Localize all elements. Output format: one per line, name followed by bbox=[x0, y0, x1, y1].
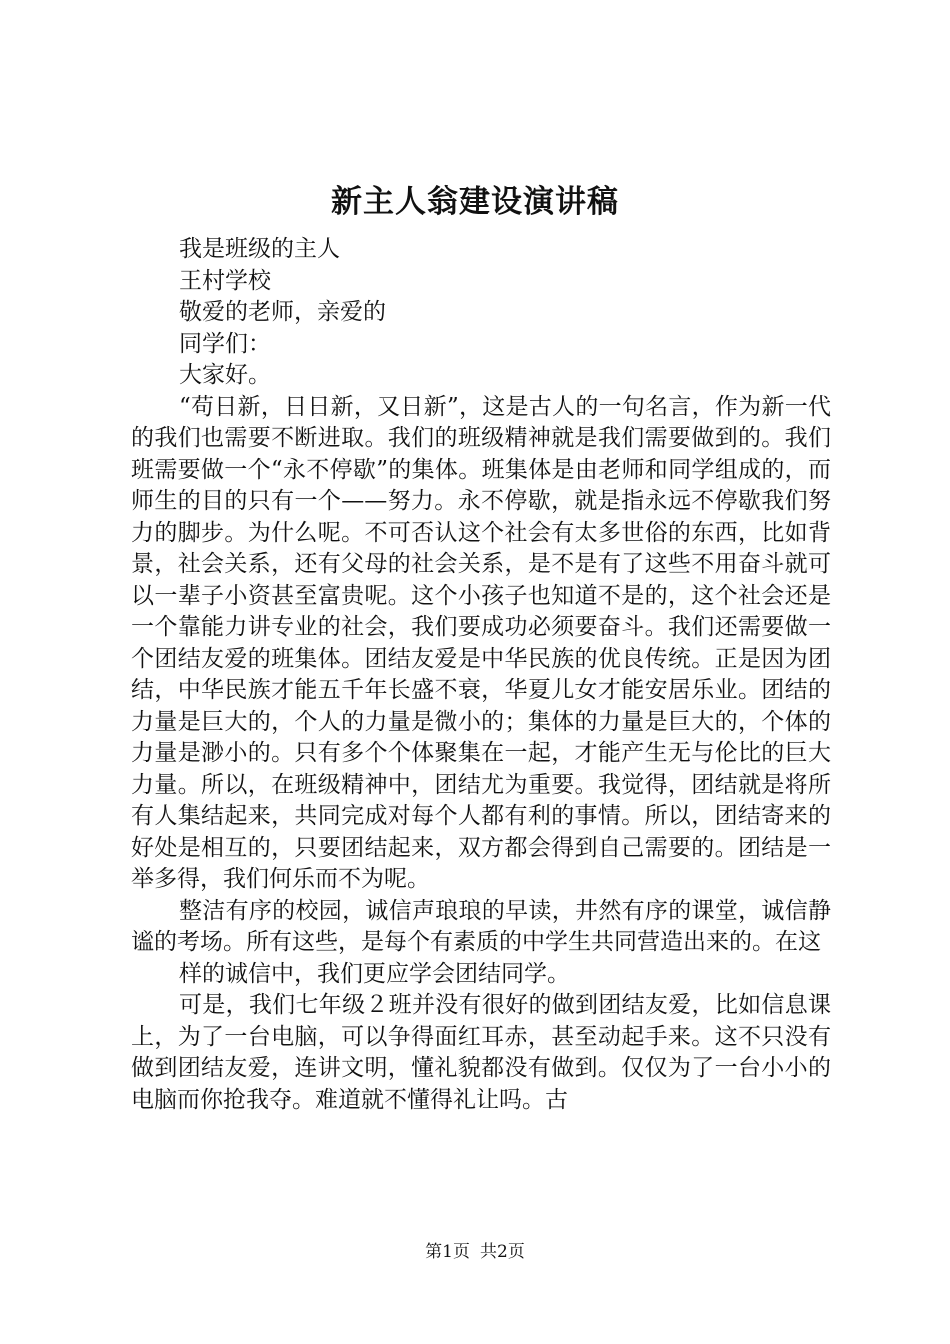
paragraph-hello: 大家好。 bbox=[179, 362, 271, 388]
page-title: 新主人翁建设演讲稿 bbox=[331, 184, 619, 220]
page-footer bbox=[0, 1241, 950, 1263]
paragraph-main-3: 样的诚信中，我们更应学会团结同学。 bbox=[179, 960, 570, 987]
paragraph-main-4: 可是，我们七年级２班并没有很好的做到团结友爱，比如信息课上，为了一台电脑，可以争得面红耳赤，甚至动起手来。这不只没有做到团结友爱，连讲文明，懂礼貌都没有做到。仅仅为了一台小小的电脑而你抢我夺。难道就不懂得礼让吗。古 bbox=[131, 992, 831, 1113]
paragraph-heading-line: 我是班级的主人 bbox=[179, 236, 340, 262]
paragraph-greeting-1: 敬爱的老师，亲爱的 bbox=[179, 299, 386, 325]
paragraph-main-2: 整洁有序的校园，诚信声琅琅的早读，井然有序的课堂，诚信静谧的考场。所有这些，是每个有素质的中学生共同营造出来的。在这 bbox=[131, 897, 831, 955]
page-number: 第1页 bbox=[425, 1242, 470, 1262]
paragraph-main-1: “苟日新，日日新，又日新”，这是古人的一句名言，作为新一代的我们也需要不断进取。我们的班级精神就是我们需要做到的。我们班需要做一个“永不停歇”的集体。班集体是由老师和同学组成的，而师生的目的只有一个——努力。永不停歇，就是指永远不停歇我们努力的脚步。为什么呢。不可否认这个社会有太多世俗的东西，比如背景，社会关系，还有父母的社会关系，是不是有了这些不用奋斗就可以一辈子小资甚至富贵呢。这个小孩子也知道不是的，这个社会还是一个靠能力讲专业的社会，我们要成功必须要奋斗。我们还需要做一个团结友爱的班集体。团结友爱是中华民族的优良传统。正是因为团结，中华民族才能五千年长盛不衰，华夏儿女才能安居乐业。团结的力量是巨大的，个人的力量是微小的；集体的力量是巨大的，个体的力量是渺小的。只有多个个体聚集在一起，才能产生无与伦比的巨大力量。所以，在班级精神中，团结尤为重要。我觉得，团结就是将所有人集结起来，共同完成对每个人都有利的事情。所以，团结寄来的好处是相互的，只要团结起来，双方都会得到自己需要的。团结是一举多得，我们何乐而不为呢。 bbox=[131, 393, 831, 892]
document-body bbox=[131, 234, 831, 1116]
paragraph-greeting-2: 同学们： bbox=[179, 330, 271, 357]
paragraph-school: 王村学校 bbox=[179, 267, 271, 294]
page-total: 共2页 bbox=[480, 1242, 525, 1262]
